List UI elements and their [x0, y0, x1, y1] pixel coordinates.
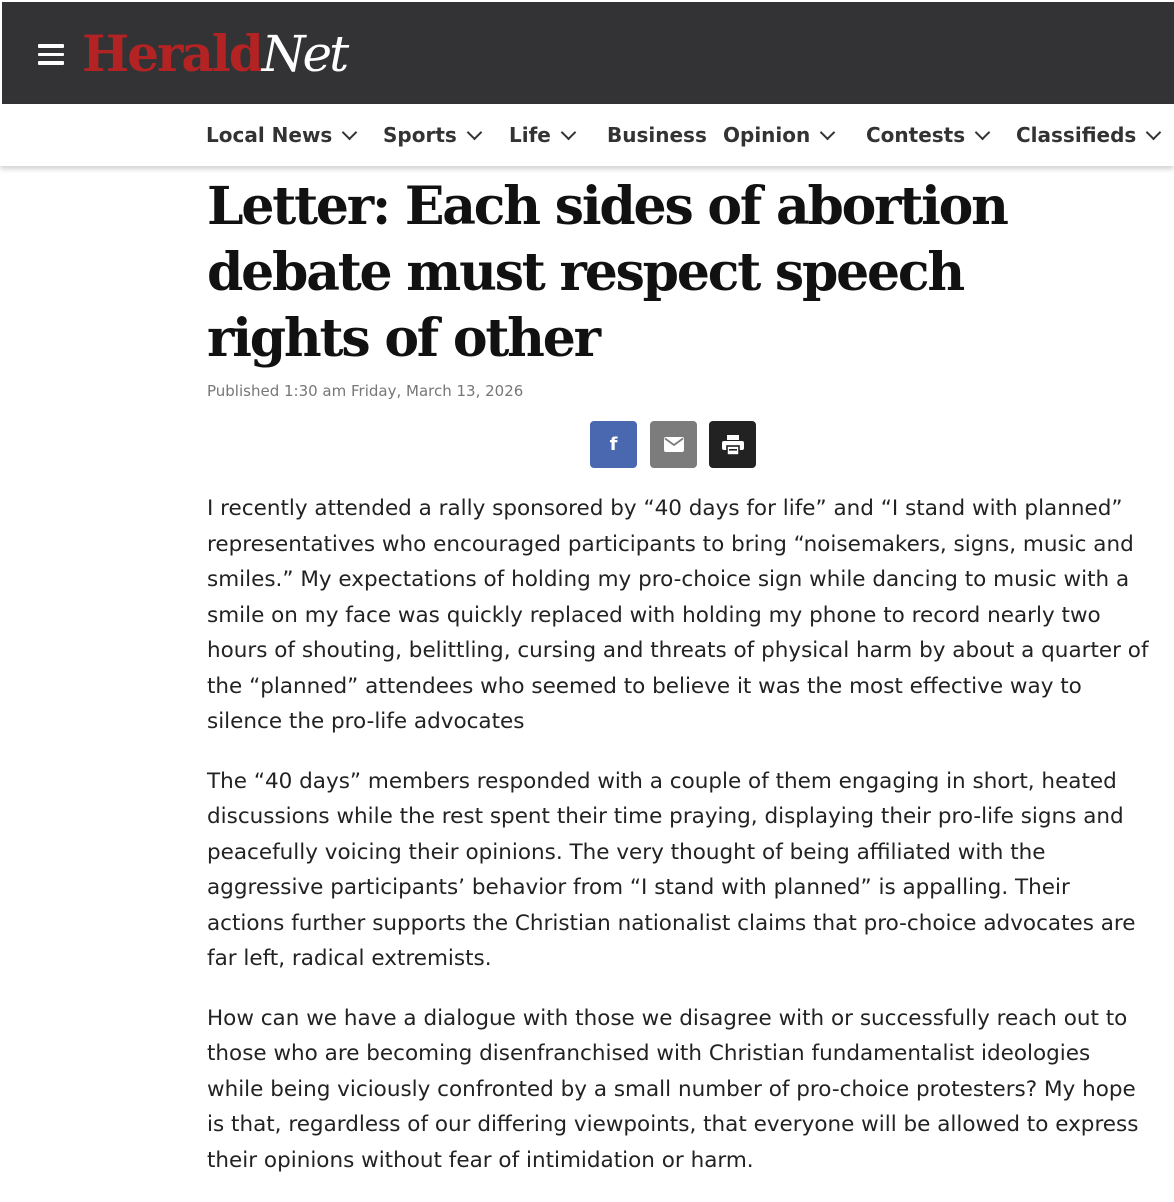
nav-item-classifieds[interactable]	[1016, 118, 1159, 152]
print-icon	[722, 435, 744, 455]
article-paragraph: I recently attended a rally sponsored by “40 days for life” and “I stand with planned” representatives who encouraged participants to bring “noisemakers, signs, music and smiles.” My expectations of holding my pro-choice sign while dancing to music with a smile on my face was quickly replaced with holding my phone to record nearly two hours of shouting, belittling, cursing and threats of physical harm by about a quarter of the “planned” attendees who seemed to believe it was the most effective way to silence the pro-life advocates	[207, 496, 1149, 734]
logo-text-herald: Herald	[82, 24, 262, 83]
nav-item-business[interactable]	[607, 118, 707, 152]
chevron-down-icon	[820, 124, 836, 140]
share-print-button[interactable]	[709, 421, 756, 468]
nav-item-opinion[interactable]	[723, 118, 833, 152]
nav-item-label: Sports	[383, 123, 457, 147]
nav-item-life[interactable]	[509, 118, 574, 152]
nav-item-label: Local News	[206, 123, 333, 147]
publish-date: Published 1:30 am Friday, March 13, 2026	[207, 382, 524, 400]
heraldnet-logo[interactable]	[82, 24, 346, 84]
site-header	[2, 2, 1174, 104]
main-nav	[0, 104, 1174, 166]
chevron-down-icon	[1146, 124, 1162, 140]
hamburger-menu-icon[interactable]	[38, 44, 64, 64]
share-facebook-button[interactable]	[590, 421, 637, 468]
email-icon	[664, 437, 684, 452]
article-paragraph: The “40 days” members responded with a couple of them engaging in short, heated discussions while the rest spent their time praying, displaying their pro-life signs and peacefully voicing their opinions. The very thought of being affiliated with the aggressive participants’ behavior from “I stand with planned” is appalling. Their actions further supports the Christian nationalist claims that pro-choice advocates are far left, radical extremists.	[207, 768, 1136, 971]
chevron-down-icon	[342, 124, 358, 140]
share-email-button[interactable]	[650, 421, 697, 468]
chevron-down-icon	[561, 124, 577, 140]
chevron-down-icon	[467, 124, 483, 140]
logo-text-net: Net	[261, 25, 347, 83]
nav-item-sports[interactable]	[383, 118, 480, 152]
article-body	[207, 491, 1152, 1202]
nav-item-label: Life	[509, 123, 551, 147]
chevron-down-icon	[975, 124, 991, 140]
nav-item-contests[interactable]	[866, 118, 988, 152]
article-paragraph: How can we have a dialogue with those we disagree with or successfully reach out to those who are becoming disenfranchised with Christian fundamentalist ideologies while being viciously confronted by a small number of pro-choice protesters? My hope is that, regardless of our differing viewpoints, that everyone will be allowed to express their opinions without fear of intimidation or harm.	[207, 1005, 1139, 1173]
facebook-icon: f	[609, 434, 618, 455]
nav-item-label: Classifieds	[1016, 123, 1137, 147]
nav-item-local-news[interactable]	[206, 118, 355, 152]
nav-item-label: Business	[607, 123, 707, 147]
nav-item-label: Contests	[866, 123, 966, 147]
nav-item-label: Opinion	[723, 123, 811, 147]
article-title: Letter: Each sides of abortion debate must respect speech rights of other	[207, 176, 1007, 369]
